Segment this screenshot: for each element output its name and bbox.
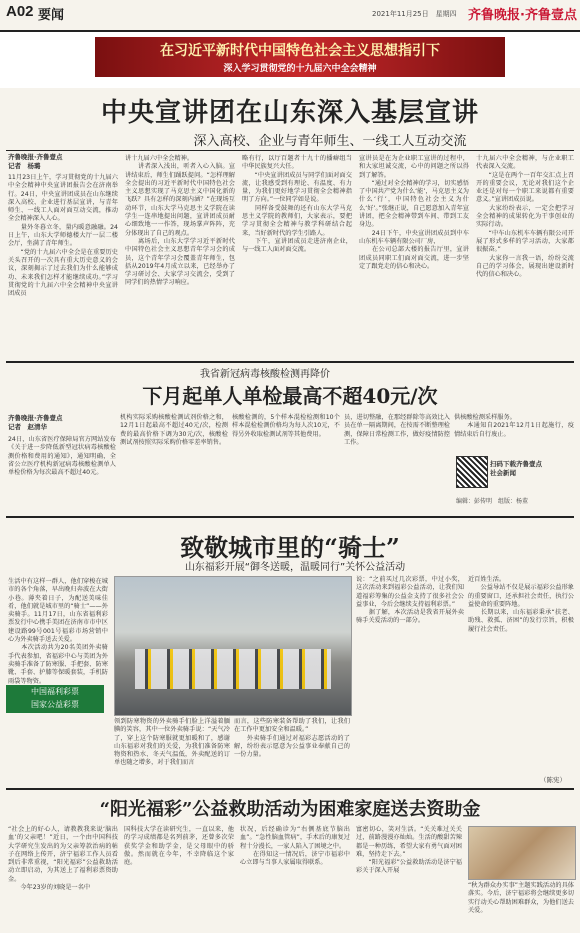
article-1-col-4: 宣讲员是在为企业职工宣讲的过程中，和大家坦诚交流，心中的问题之所以得到了解答。 “通过对全会精神的学习，切实感悟了中国共产党为什么‘能’，马克思主义为什么‘行’，中国特色社会主义为什么‘好’。”张继正说，自己愿意加入青年宣讲团，把全会精神带到车间、带到工友身边。 24日下午，中央宣讲团成员到中车山东机车车辆有限公司厂房， 在公司总部大楼的报告厅里，宣讲团成员同职工们面对面交流，进一步坚定了跟党走的信心和决心。 (359, 155, 469, 270)
headline-1: 中央宣讲团在山东深入基层宣讲 (100, 98, 479, 128)
article-3-col-1: 生活中有这样一群人，他们穿梭在城市的各个角落，早出晚归奔波在大街小巷。薄夹着日子，为配送美味佳肴，他们就是城市里的“骑士”——外卖骑手。11月17日，山东省福利彩票发行中心携手美团在济南市市中区建设路99号001号福彩市场营销中心为外卖骑手送去关爱。 本次活动共为20名美团外卖骑手代表参加，省福彩中心与美团为外卖骑手准备了防寒服、手把套、防寒靴、手套、护膝等保暖套装，手机防雨袋等物资。 (8, 578, 108, 685)
family-photo (468, 826, 576, 880)
kicker-2: 我省新冠病毒核酸检测再降价 (200, 369, 330, 380)
headline-4: “阳光福彩”公益救助活动为困难家庭送去资助金 (99, 799, 481, 820)
issue-date: 2021年11月25日 星期四 (372, 10, 457, 18)
article-2-col-2: 机构实际采购核酸检测试剂价格之和，12月1日起最高不超过40元/次，检测费的最高价格下调为30元/次，核酸检测试剂按照实际采购价格零差率销售。 (120, 414, 228, 446)
page-number: A02 (6, 3, 34, 20)
article-4-col-1: “社会上的好心人，请教教我来说‘脑出血’的父亲吧！”近日，一个由中国科技大学研究生发出的为父亲筹款治病的帖子在网络上传开，济宁福彩工作人员看到后非常重视，“阳光福彩”公益救助活动立即启动，为其送上了福利彩票资助金。 今年23岁的刘晓是一名中 (8, 826, 118, 892)
article-3-col-4: 说：“之前买过几次彩票，中过小奖，这次活动来到福彩公益活动，让我们知道福彩筹集的公益金支持了很多社会公益事业，今后会继续支持福利彩票。” 据了解，本次活动是我省开展外卖骑手关爱活动的一部分。 (356, 576, 464, 625)
divider (6, 516, 574, 518)
headline-3: 致敬城市里的“骑士” (180, 533, 400, 562)
riders-group-photo (114, 576, 352, 716)
banner-line-1: 在习近平新时代中国特色社会主义思想指引下 (160, 43, 440, 59)
editors-credit: 编辑：彭传明 组版：杨董 (456, 498, 529, 505)
article-4-col-4: 富密切心，笑对生活。“关关难过关关过，前路漫漫亦灿灿。生活的酸甜苦辣都是一种历练，希望大家有勇气面对困难，坚持走下去。” “阳光福彩”公益救助活动是济宁福彩关于深入开展 (356, 826, 462, 875)
subheadline-1: 深入高校、企业与青年师生、一线工人互动交流 (193, 134, 467, 149)
article-4-col-3: 状况，后经确诊为“右侧基底节脑出血”。“急性脑血管病”，手术后的康复过程十分漫长，一家人陷入了困境之中。 在得知这一情况后，济宁市福彩中心立即与当事人家属取得联系。 (240, 826, 350, 867)
welfare-lottery-logo: 中国福利彩票 国家公益彩票 (6, 685, 104, 713)
riders-figures (135, 649, 331, 689)
section-label: 要闻 (38, 8, 65, 23)
credit: （陈宪） (540, 776, 566, 784)
brand-logo: 齐鲁晚报·齐鲁壹点 (468, 8, 577, 23)
article-2-col-3: 核酸检测的，5个样本混检检测和10个样本混检检测价格均为每人次10元，不得另外收取检测试剂等其他费用。 (232, 414, 340, 438)
article-2-col-4: 员，进切整融，在那经群除等高效比入员在单一隔离期间，在按需不断整理检测，保障日常检测工作，做好疫情防控工作。 (344, 414, 450, 446)
article-3-col-5: 近百姓生活。 公益导站不仅是展示福彩公益形象的重要窗口，还承担社会责任，执行公益使命的重要阵地。 长期以来，山东福彩秉承“扶老、助残、救孤、济困”的发行宗旨，积极履行社会责任。 (468, 576, 574, 633)
article-1-col-5: 十九届六中全会精神，与企业职工代表深入交流。 “这是在两个一百年交汇点上召开的重要会议，无论对我们这个企业还是对每一个职工来说都有重要意义。”宣讲团成员说。 大家纷纷表示，一定会把学习全会精神的成果转化为干事创业的实际行动。 “中车山东机车车辆有限公司开展了形式多样的学习活动，大家都很振奋。” 大家你一言我一语，纷纷交流自己的学习体会，展现出建设新时代的信心和决心。 (476, 155, 574, 279)
qr-caption: 扫码下载齐鲁壹点 社会新闻 (490, 460, 542, 477)
banner-line-2: 深入学习贯彻党的十九届六中全会精神 (223, 64, 377, 74)
article-4-col-5: “秋为群众办实事”主题实践活动的具体落实。今后，济宁福彩将会继续更多切实行动关心帮助困难群众，为他们送去关爱。 (468, 882, 574, 914)
byline-2: 齐鲁晚报·齐鲁壹点 记者 赵清华 (8, 414, 63, 431)
article-1-col-2: 讲十九届六中全会精神。 讲者深入浅出，听者入心入脑。宣讲结束后，师生们踊跃提问。“怎样理解全会提出的习近平新时代中国特色社会主义思想实现了马克思主义中国化新的飞跃？具有怎样的深刻内涵？”在现场互动环节，山东大学马克思主义学院在读学生一连串地提出问题，宣讲团成员耐心细致地一一作答，现场掌声阵阵，充分体现出了自己的观点。 离场后，山东大学学习近平新时代中国特色社会主义思想青年学习会的成员，这个青年学习会覆盖青年师生，包括从2019年4月成立以来，已经举办了学习研讨会、大家学习交流会，受到了同学们的热情学习响应。 (125, 155, 235, 287)
article-2-col-5: 供核酸检测采样服务。 本通知自2021年12月1日起施行，疫情结束后自行废止。 (454, 414, 574, 438)
divider (6, 361, 574, 363)
divider (6, 150, 574, 151)
article-3-col-3: 而言，这些防寒装备帮助了我们，让我们在工作中更加安全和温暖。” 外卖骑手们通过对福彩志愿活动的了解，纷纷表示愿意为公益事业奉献自己的一份力量。 (234, 718, 350, 759)
article-1-col-1: 11月23日上午，学习贯彻党的十九届六中全会精神中央宣讲团报告会在济南举行。24日，中央宣讲团成员在山东继续深入高校、企业进行基层宣讲，与青年师生、一线工人面对面互动交流，推动全会精神深入人心。 量外冬暮立冬，量内暖意融融。24日上午，山东大学师德楼大厅一层二楼会厅，坐满了青年师生。 “党的十九届六中全会是在重要历史关头召开的一次具有重大历史意义的会议，深刻揭示了过去我们为什么能够成功、未来我们怎样才能继续成功。”学习贯彻党的十九届六中全会精神中央宣讲团成员 (8, 174, 118, 298)
article-2-col-1: 24日，山东省医疗保障局官方网站发布《关于进一步降低新型冠状病毒核酸检测价格和费用的通知》，通知明确，全省公立医疗机构新冠病毒核酸检测单人单检价格为每次最高不超过40元。 (8, 436, 116, 477)
article-1-col-3: 略有行，以厅百题者十九十的播癖组当中华民族复兴大任。 “中央宣讲团成员与同学们面对面交流，让我感受到有理论、有温度、有力量，为我们更好地学习贯彻全会精神指明了方向。”一位同学如是说。 同样备受鼓舞的还有山东大学马克思主义学院的教师们，大家表示，要把学习贯彻全会精神与教学科研结合起来，当好新时代的学生引路人。 下午，宣讲团成员走进济南企业，与一线工人面对面交流。 (242, 155, 352, 254)
article-4-col-2: 国科技大学在读研究生，一直以来，他的学习成绩都是名列前茅，还曾多次荣获奖学金和助学金，是父母眼中的骄傲。然而就在今年，不幸降临这个家庭。 (124, 826, 234, 867)
qr-code[interactable] (456, 456, 488, 488)
headline-2: 下月起单人单检最高不超40元/次 (142, 384, 438, 408)
article-3-col-2: 领到防寒物资的外卖骑手们脸上洋溢着腼腆的笑容，其中一位外卖骑手说：“天气冷了，穿上这个防寒服就更加暖和了，感谢山东福彩对我们的关爱，为我们准备防寒物资和热水、冬天气温低，外卖配送的订单也随之增多，对于我们而言 (114, 718, 230, 767)
byline-1: 齐鲁晚报·齐鲁壹点 记者 杨璐 (8, 153, 63, 170)
divider (6, 788, 574, 790)
subheadline-3: 山东福彩开展“御冬送暖，温暖同行”关怀公益活动 (184, 562, 406, 573)
